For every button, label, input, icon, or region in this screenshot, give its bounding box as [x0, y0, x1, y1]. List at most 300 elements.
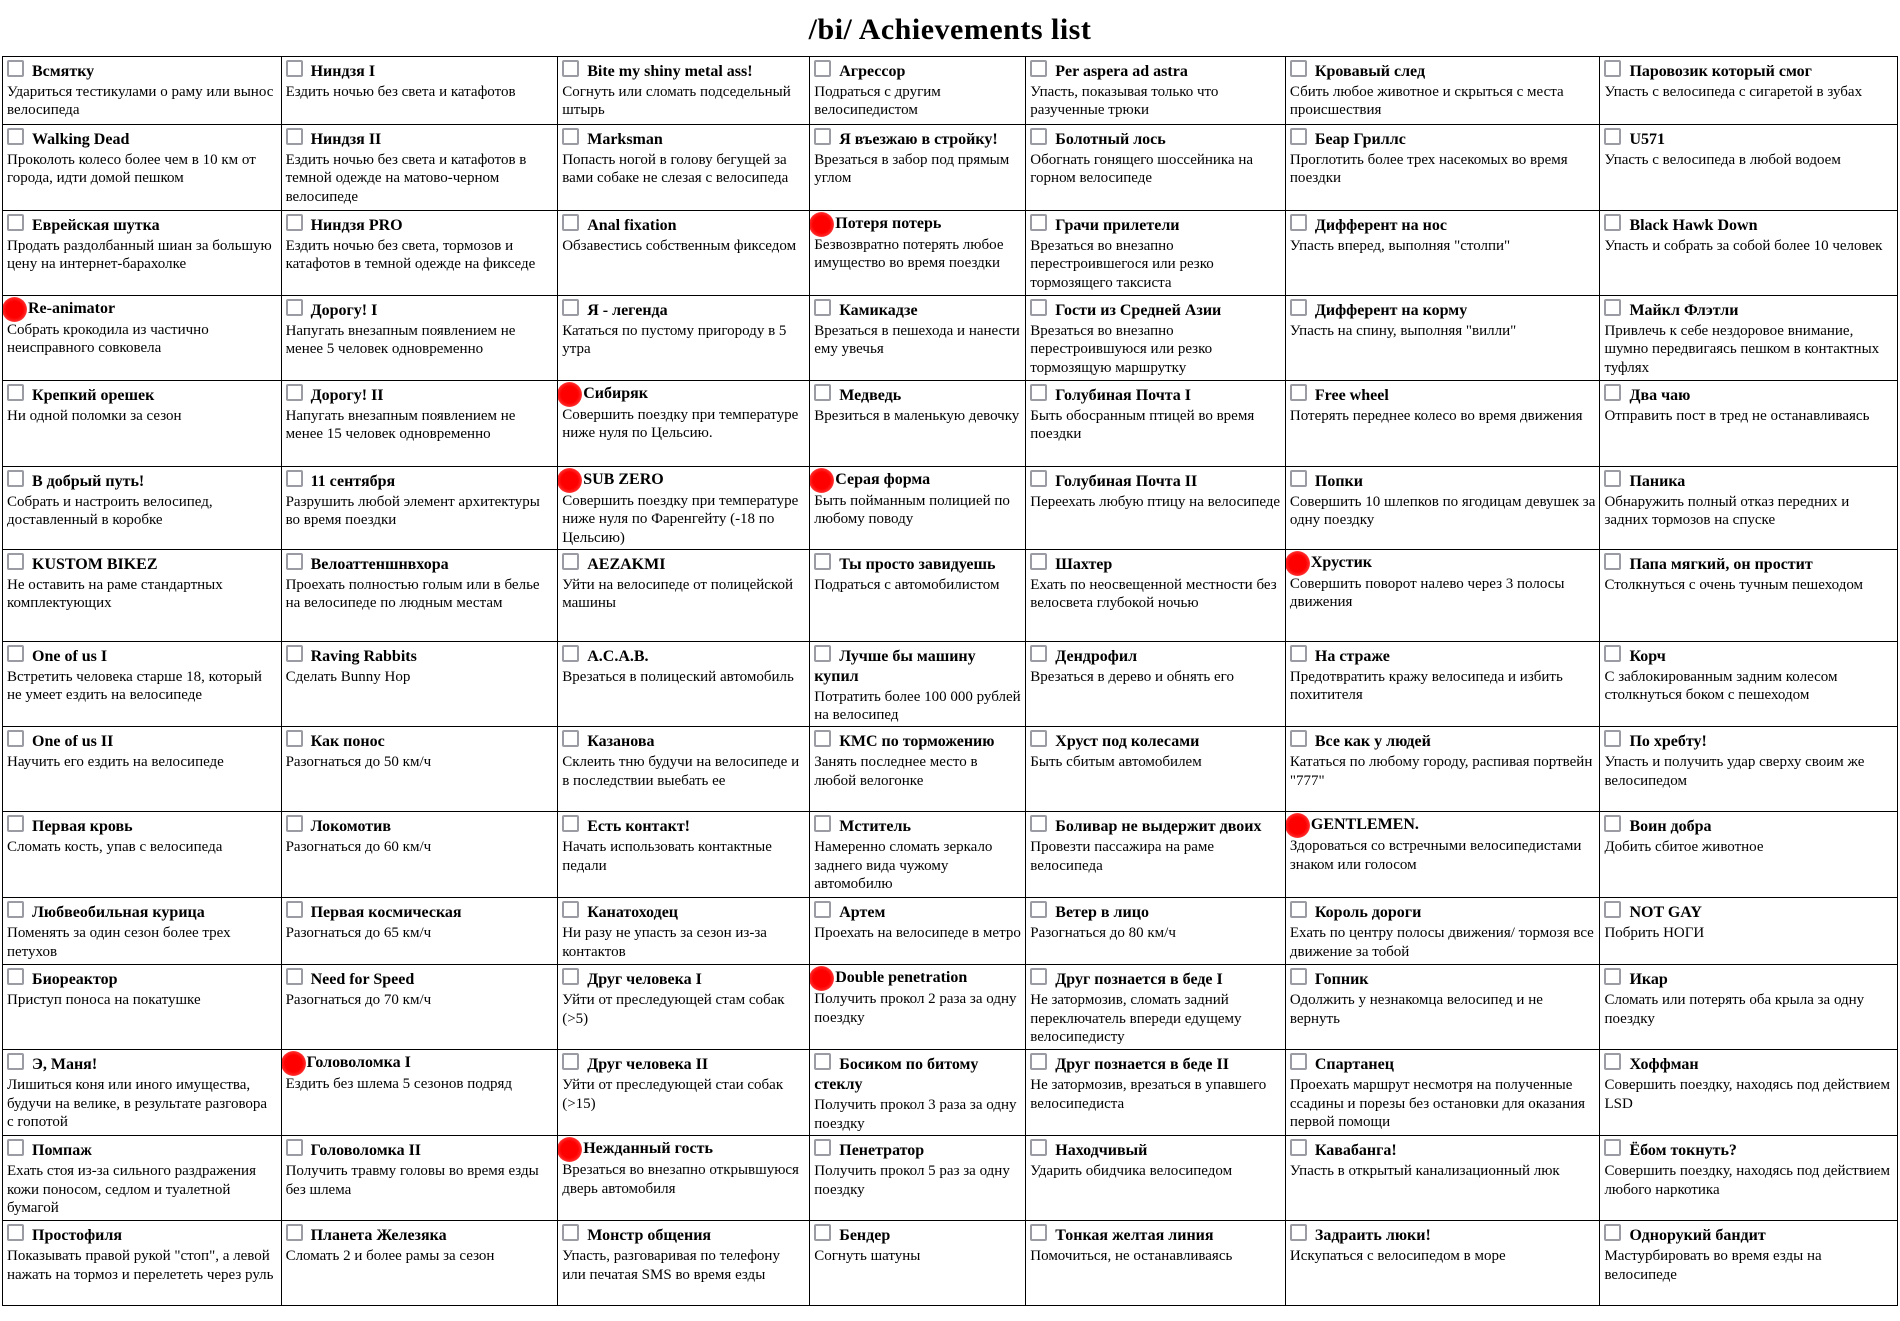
checkbox[interactable] [814, 299, 831, 316]
checkbox[interactable] [286, 1224, 303, 1241]
checkbox[interactable] [1604, 470, 1621, 487]
table-row [3, 549, 1898, 641]
checkbox[interactable] [1290, 968, 1307, 985]
achievement-cell [810, 296, 1026, 381]
achievement-cell [1026, 211, 1286, 296]
checkbox[interactable] [7, 1139, 24, 1156]
achievement-cell [1026, 549, 1286, 641]
achievement-title: Находчивый [1055, 1142, 1148, 1160]
achievement-desc: Врезаться в полицеский автомобиль [562, 668, 794, 685]
checkbox[interactable] [286, 645, 303, 662]
checkbox[interactable] [1290, 60, 1307, 77]
achievement-cell [1285, 1136, 1600, 1221]
checkbox[interactable] [562, 1224, 579, 1241]
achievement-desc: Добить сбитое животное [1604, 839, 1764, 856]
checkbox[interactable] [814, 553, 831, 570]
achievement-header [562, 968, 805, 990]
achievement-desc: Напугать внезапным появлением не менее 5 человек одновременно [285, 323, 516, 358]
achievement-cell [1026, 125, 1286, 211]
achievement-desc: Не затормозив, врезаться в упавшего велосипедиста [1030, 1077, 1267, 1112]
achievement-desc: Совершить поездку при температуре ниже нуля по Цельсию. [562, 407, 799, 442]
achievement-cell [558, 125, 810, 211]
achievement-title: Босиком по битому стеклу [814, 1056, 979, 1094]
achievement-cell [281, 1050, 558, 1136]
achievement-desc: Ездить ночью без света и катафотов [285, 84, 516, 100]
achievement-header [814, 299, 1021, 321]
achievement-cell [3, 727, 282, 812]
achievement-title: GENTLEMEN. [1310, 816, 1419, 834]
achievement-title: Double penetration [835, 969, 968, 987]
achievement-desc: Научить его ездить на велосипеде [7, 754, 224, 771]
achievement-desc: Собрать и настроить велосипед, доставленный в коробке [7, 494, 213, 529]
achievement-cell [3, 549, 282, 641]
achievement-title: По хребту! [1629, 733, 1707, 751]
achievement-title: Re-animator [28, 300, 116, 317]
achievement-cell [558, 965, 810, 1050]
checkbox[interactable] [562, 901, 579, 918]
checkbox[interactable] [814, 128, 831, 145]
checkbox[interactable] [1030, 553, 1047, 570]
achievement-desc: Искупаться с велосипедом в море [1289, 1248, 1506, 1265]
checkbox[interactable] [814, 60, 831, 77]
checkbox[interactable] [1030, 1053, 1047, 1070]
checkbox[interactable] [1030, 1224, 1047, 1241]
achievement-header [1290, 299, 1596, 321]
checkbox[interactable] [7, 128, 24, 145]
checkbox[interactable] [562, 815, 579, 832]
achievement-header [7, 384, 277, 406]
checkbox[interactable] [1604, 1224, 1621, 1241]
checkbox[interactable] [1030, 815, 1047, 832]
achievement-header [562, 60, 805, 82]
achievement-header [1030, 299, 1281, 321]
achievement-title: Друг человека II [587, 1056, 709, 1074]
red-dot-icon[interactable] [558, 468, 583, 493]
checkbox[interactable] [562, 730, 579, 747]
achievement-title: Нежданный гость [583, 1140, 713, 1158]
achievement-cell [1600, 1136, 1898, 1221]
achievement-header [7, 60, 277, 82]
achievement-title: Крепкий орешек [32, 387, 155, 404]
achievement-cell [1026, 1050, 1286, 1136]
achievement-cell [1026, 57, 1286, 125]
achievement-desc: Потратить более 100 000 рублей на велосипед [814, 688, 1021, 724]
achievement-cell [810, 57, 1026, 125]
achievement-header [7, 553, 277, 575]
table-row [3, 381, 1898, 467]
checkbox[interactable] [1030, 128, 1047, 145]
checkbox[interactable] [1290, 299, 1307, 316]
achievement-header [1290, 1224, 1596, 1246]
checkbox[interactable] [1604, 968, 1621, 985]
checkbox[interactable] [1030, 214, 1047, 231]
achievement-header [286, 128, 554, 150]
achievement-header [7, 901, 277, 923]
achievement-desc: Кататься по любому городу, распивая портвейн "777" [1289, 754, 1593, 789]
achievement-desc: Ехать по центру полосы движения/ тормозя все движение за тобой [1289, 925, 1594, 960]
checkbox[interactable] [1604, 553, 1621, 570]
achievement-desc: Не оставить на раме стандартных комплектующих [7, 576, 223, 612]
achievement-desc: С заблокированным задним колесом столкнуться боком с пешеходом [1604, 668, 1838, 704]
achievement-title: Как понос [310, 733, 385, 751]
achievement-cell [3, 1221, 282, 1306]
checkbox[interactable] [7, 815, 24, 832]
achievement-header [1604, 730, 1893, 752]
checkbox[interactable] [1604, 901, 1621, 918]
achievement-title: NOT GAY [1629, 904, 1702, 922]
achievement-desc: Совершить 10 шлепков по ягодицам девушек за одну поездку [1289, 494, 1596, 529]
achievement-title: Головоломка I [306, 1054, 411, 1072]
achievement-desc: Продать раздолбанный шиан за большую цену на интернет-барахолке [7, 238, 272, 273]
achievement-cell [3, 381, 282, 467]
achievement-header [1604, 60, 1893, 82]
achievement-title: Голубиная Почта II [1055, 473, 1198, 490]
achievement-header [7, 1053, 277, 1075]
achievement-title: Ветер в лицо [1055, 904, 1149, 922]
achievement-header [1030, 1224, 1281, 1246]
checkbox[interactable] [286, 470, 303, 487]
checkbox[interactable] [286, 553, 303, 570]
checkbox[interactable] [1290, 1053, 1307, 1070]
achievement-desc: Кататься по пустому пригороду в 5 утра [562, 323, 787, 358]
checkbox[interactable] [1290, 128, 1307, 145]
achievement-title: Друг человека I [587, 971, 702, 989]
achievement-desc: Быть сбитым автомобилем [1030, 754, 1202, 771]
achievement-cell [810, 1050, 1026, 1136]
red-dot-icon[interactable] [558, 1137, 583, 1162]
achievement-cell [1600, 812, 1898, 898]
checkbox[interactable] [7, 60, 24, 77]
achievement-header [1290, 128, 1596, 150]
table-row [3, 1221, 1898, 1306]
achievement-header [562, 299, 805, 321]
achievement-desc: Получить травму головы во время езды без шлема [285, 1163, 539, 1198]
achievement-desc: Здороваться со встречными велосипедистами знаком или голосом [1289, 838, 1582, 873]
achievement-desc: Уйти на велосипеде от полицейской машины [562, 576, 793, 612]
table-row [3, 467, 1898, 550]
achievement-title: Король дороги [1314, 904, 1422, 922]
achievement-title: Raving Rabbits [310, 647, 417, 665]
achievement-title: Артем [839, 904, 886, 922]
checkbox[interactable] [814, 730, 831, 747]
achievement-desc: Подраться с другим велосипедистом [814, 84, 941, 119]
checkbox[interactable] [1604, 299, 1621, 316]
checkbox[interactable] [1030, 645, 1047, 662]
table-row [3, 296, 1898, 381]
achievement-title: Walking Dead [32, 131, 130, 148]
red-dot-icon[interactable] [558, 382, 583, 407]
achievement-header [814, 968, 1021, 989]
achievement-desc: Врезаться в забор под прямым углом [814, 152, 1010, 187]
achievement-header [1604, 968, 1893, 990]
achievement-header [1290, 214, 1596, 236]
checkbox[interactable] [562, 128, 579, 145]
achievement-desc: Упасть с велосипеда с сигаретой в зубах [1604, 84, 1863, 100]
achievement-cell [281, 381, 558, 467]
achievement-title: Грачи прилетели [1055, 217, 1180, 234]
achievement-header [1290, 470, 1596, 492]
achievement-title: Лучше бы машину купил [814, 647, 976, 685]
achievement-title: Майкл Флэтли [1629, 302, 1739, 319]
checkbox[interactable] [562, 553, 579, 570]
checkbox[interactable] [7, 384, 24, 401]
checkbox[interactable] [814, 645, 831, 662]
achievement-cell [1600, 965, 1898, 1050]
achievement-desc: Врезаться во внезапно перестроившегося или резко тормозящего таксиста [1030, 238, 1214, 291]
checkbox[interactable] [1290, 730, 1307, 747]
achievement-cell [558, 211, 810, 296]
checkbox[interactable] [562, 60, 579, 77]
achievement-desc: Обогнать гонящего шоссейника на горном велосипеде [1030, 152, 1254, 187]
achievement-desc: Предотвратить кражу велосипеда и избить похитителя [1289, 668, 1563, 704]
achievement-cell [810, 812, 1026, 898]
checkbox[interactable] [1290, 470, 1307, 487]
achievement-header [7, 815, 277, 837]
achievement-header [1604, 299, 1893, 321]
achievement-title: Кавабанга! [1314, 1142, 1397, 1160]
achievement-header [814, 470, 1021, 491]
checkbox[interactable] [1290, 384, 1307, 401]
achievement-desc: Попасть ногой в голову бегущей за вами собаке не слезая с велосипеда [562, 152, 789, 187]
achievement-cell [1026, 296, 1286, 381]
achievement-cell [281, 296, 558, 381]
checkbox[interactable] [1604, 1139, 1621, 1156]
achievement-desc: Ехать стоя из-за сильного раздражения кожи поносом, седлом и туалетной бумагой [7, 1163, 256, 1217]
achievement-header [562, 128, 805, 150]
achievement-desc: Привлечь к себе нездоровое внимание, шумно передвигаясь пешком в контактных туфлях [1604, 323, 1880, 376]
achievement-title: Я - легенда [587, 302, 668, 319]
achievement-title: Беар Гриллс [1314, 131, 1406, 148]
checkbox[interactable] [286, 815, 303, 832]
checkbox[interactable] [1290, 1224, 1307, 1241]
achievement-desc: Получить прокол 5 раз за одну поездку [814, 1163, 1010, 1198]
achievement-header [1604, 1139, 1893, 1161]
achievement-title: Bite my shiny metal ass! [587, 63, 753, 80]
achievement-cell [1285, 211, 1600, 296]
achievement-header [562, 901, 805, 923]
achievement-title: Free wheel [1314, 387, 1389, 404]
achievement-title: Локомотив [310, 818, 391, 836]
table-row [3, 211, 1898, 296]
checkbox[interactable] [286, 384, 303, 401]
achievement-title: Любвеобильная курица [32, 904, 205, 922]
achievement-header [286, 1053, 554, 1074]
checkbox[interactable] [7, 1224, 24, 1241]
achievement-header [286, 470, 554, 492]
achievement-header [562, 470, 805, 491]
achievement-header [562, 1053, 805, 1075]
achievement-header [7, 645, 277, 667]
table-row [3, 727, 1898, 812]
achievement-header [562, 815, 805, 837]
achievement-cell [1600, 381, 1898, 467]
achievement-desc: Разогнаться до 50 км/ч [285, 754, 432, 771]
red-dot-icon[interactable] [1285, 813, 1310, 838]
checkbox[interactable] [562, 645, 579, 662]
achievement-header [1030, 815, 1281, 837]
achievement-desc: Сломать 2 и более рамы за сезон [285, 1248, 495, 1265]
achievement-title: Папа мягкий, он простит [1629, 555, 1813, 573]
achievement-desc: Совершить поездку при температуре ниже нуля по Фаренгейту (-18 по Цельсию) [562, 493, 799, 546]
achievement-desc: Врезаться в дерево и обнять его [1030, 668, 1234, 685]
achievements-table [2, 56, 1898, 1306]
red-dot-icon[interactable] [3, 297, 28, 322]
checkbox[interactable] [1604, 384, 1621, 401]
achievement-title: 11 сентября [310, 473, 396, 490]
checkbox[interactable] [814, 1053, 831, 1070]
achievement-cell [1285, 965, 1600, 1050]
checkbox[interactable] [814, 384, 831, 401]
achievement-title: На страже [1314, 647, 1390, 665]
achievement-header [7, 128, 277, 150]
checkbox[interactable] [286, 901, 303, 918]
red-dot-icon[interactable] [1285, 551, 1310, 576]
achievement-cell [1026, 727, 1286, 812]
achievement-title: A.C.A.B. [587, 647, 649, 665]
achievement-header [286, 384, 554, 406]
achievement-title: AEZAKMI [587, 555, 666, 573]
checkbox[interactable] [1030, 299, 1047, 316]
red-dot-icon[interactable] [810, 212, 835, 237]
achievement-desc: Упасть, разговаривая по телефону или печатая SMS во время езды [562, 1248, 780, 1283]
checkbox[interactable] [7, 730, 24, 747]
achievement-header [1604, 384, 1893, 406]
checkbox[interactable] [286, 730, 303, 747]
checkbox[interactable] [7, 645, 24, 662]
checkbox[interactable] [7, 968, 24, 985]
achievement-header [286, 968, 554, 990]
table-row [3, 898, 1898, 965]
achievement-title: Anal fixation [587, 217, 677, 234]
achievement-title: Ёбом токнуть? [1629, 1142, 1737, 1160]
red-dot-icon[interactable] [810, 468, 835, 493]
checkbox[interactable] [1030, 968, 1047, 985]
achievement-desc: Безвозвратно потерять любое имущество во время поездки [814, 237, 1004, 272]
checkbox[interactable] [286, 214, 303, 231]
checkbox[interactable] [1290, 1139, 1307, 1156]
achievement-title: Пенетратор [839, 1142, 925, 1160]
checkbox[interactable] [286, 1139, 303, 1156]
achievement-header [1030, 470, 1281, 492]
achievement-cell [1600, 641, 1898, 727]
checkbox[interactable] [1030, 901, 1047, 918]
checkbox[interactable] [7, 470, 24, 487]
checkbox[interactable] [1604, 1053, 1621, 1070]
checkbox[interactable] [1290, 901, 1307, 918]
checkbox[interactable] [562, 214, 579, 231]
checkbox[interactable] [7, 1053, 24, 1070]
achievement-title: Тонкая желтая линия [1055, 1227, 1214, 1245]
red-dot-icon[interactable] [810, 966, 835, 991]
checkbox[interactable] [562, 968, 579, 985]
achievement-cell [810, 381, 1026, 467]
checkbox[interactable] [1604, 60, 1621, 77]
achievement-title: U571 [1629, 131, 1665, 148]
table-row [3, 1050, 1898, 1136]
achievement-desc: Врезиться в маленькую девочку [814, 408, 1020, 424]
achievement-desc: Согнуть шатуны [814, 1248, 921, 1265]
achievement-cell [3, 1050, 282, 1136]
checkbox[interactable] [7, 214, 24, 231]
achievement-header [814, 60, 1021, 82]
red-dot-icon[interactable] [281, 1051, 306, 1076]
achievement-cell [3, 125, 282, 211]
achievement-header [562, 553, 805, 575]
achievement-cell [1285, 296, 1600, 381]
achievement-cell [1600, 57, 1898, 125]
achievement-cell [1600, 296, 1898, 381]
achievement-desc: Совершить поворот налево через 3 полосы движения [1289, 575, 1565, 611]
checkbox[interactable] [1290, 645, 1307, 662]
checkbox[interactable] [1030, 1139, 1047, 1156]
checkbox[interactable] [562, 299, 579, 316]
checkbox[interactable] [1604, 730, 1621, 747]
achievement-cell [3, 467, 282, 550]
achievement-cell [810, 211, 1026, 296]
checkbox[interactable] [7, 553, 24, 570]
achievement-desc: Упасть с велосипеда в любой водоем [1604, 152, 1841, 168]
checkbox[interactable] [1290, 214, 1307, 231]
achievement-desc: Обзавестись собственным фикседом [562, 238, 797, 254]
achievement-desc: Поменять за один сезон более трех петухов [7, 925, 231, 960]
achievement-header [814, 1053, 1021, 1095]
checkbox[interactable] [814, 1224, 831, 1241]
achievement-cell [810, 1136, 1026, 1221]
checkbox[interactable] [1604, 645, 1621, 662]
achievement-title: Друг познается в беде I [1055, 971, 1223, 989]
achievement-desc: Упасть на спину, выполняя "вилли" [1289, 323, 1517, 339]
checkbox[interactable] [1604, 128, 1621, 145]
table-row [3, 812, 1898, 898]
achievement-title: Два чаю [1629, 387, 1691, 404]
achievement-cell [1285, 641, 1600, 727]
achievement-cell [558, 296, 810, 381]
achievement-cell [1600, 1050, 1898, 1136]
checkbox[interactable] [1030, 384, 1047, 401]
achievement-cell [810, 549, 1026, 641]
checkbox[interactable] [1030, 470, 1047, 487]
checkbox[interactable] [286, 60, 303, 77]
achievement-title: Болотный лось [1055, 131, 1166, 148]
table-row [3, 641, 1898, 727]
checkbox[interactable] [1604, 214, 1621, 231]
achievement-title: Marksman [587, 131, 663, 148]
achievement-header [1290, 901, 1596, 923]
checkbox[interactable] [562, 1053, 579, 1070]
checkbox[interactable] [1030, 60, 1047, 77]
achievement-header [1604, 470, 1893, 492]
achievement-desc: Отправить пост в тред не останавливаясь [1604, 408, 1870, 424]
achievement-desc: Не затормозив, сломать задний переключатель впереди едущему велосипедисту [1030, 992, 1242, 1046]
achievement-header [814, 1139, 1021, 1161]
achievement-cell [1026, 1136, 1286, 1221]
checkbox[interactable] [286, 128, 303, 145]
checkbox[interactable] [1604, 815, 1621, 832]
checkbox[interactable] [814, 1139, 831, 1156]
checkbox[interactable] [814, 815, 831, 832]
achievement-cell [1285, 898, 1600, 965]
achievement-title: Сибиряк [583, 385, 648, 402]
achievement-header [286, 901, 554, 923]
checkbox[interactable] [286, 968, 303, 985]
checkbox[interactable] [7, 901, 24, 918]
achievement-title: Планета Железяка [310, 1227, 447, 1245]
checkbox[interactable] [814, 901, 831, 918]
achievement-desc: Потерять переднее колесо во время движения [1289, 408, 1583, 424]
checkbox[interactable] [286, 299, 303, 316]
checkbox[interactable] [1030, 730, 1047, 747]
achievement-title: В добрый путь! [32, 473, 145, 490]
